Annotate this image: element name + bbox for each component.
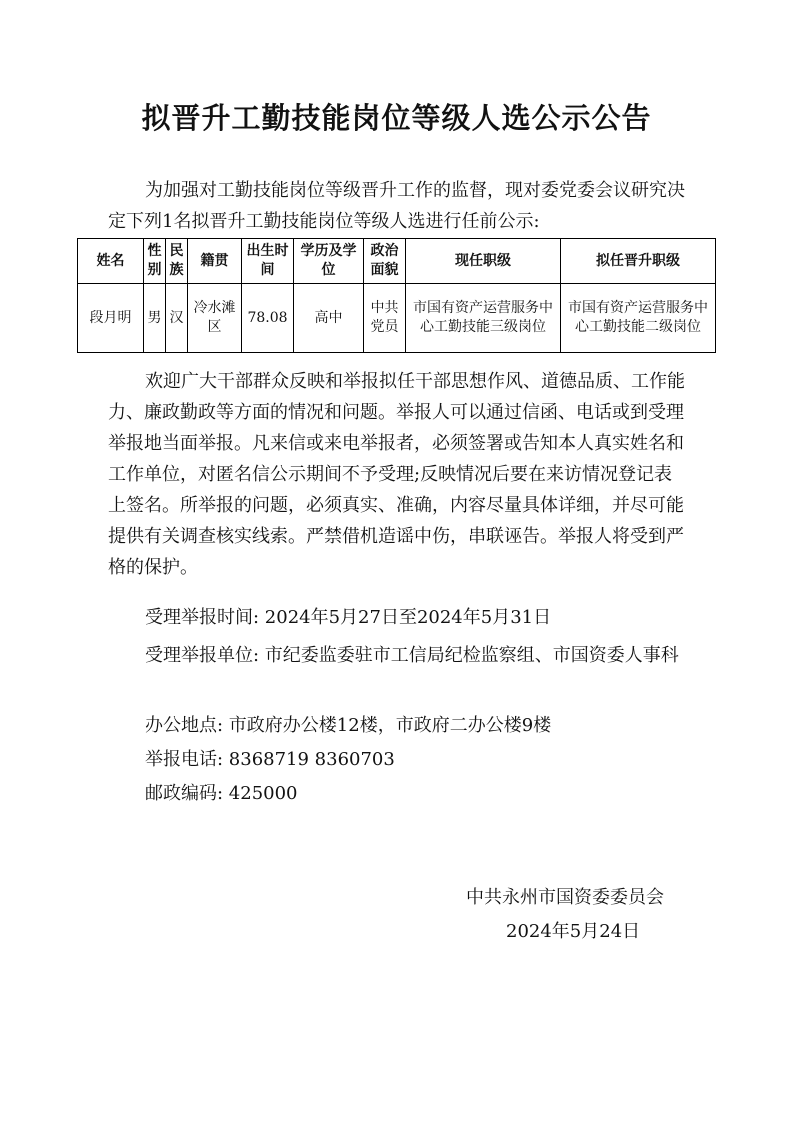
cell-gender: 男	[144, 284, 166, 353]
header-ethnicity: 民族	[166, 239, 188, 284]
office-address: 办公地点: 市政府办公楼12楼，市政府二办公楼9楼	[145, 715, 552, 736]
signature-org: 中共永州市国资委委员会	[466, 887, 664, 908]
table-header-row	[78, 239, 716, 284]
header-education: 学历及学位	[294, 239, 364, 284]
cell-education: 高中	[294, 284, 364, 353]
candidate-table	[77, 238, 716, 353]
intro-paragraph: 为加强对工勤技能岗位等级晋升工作的监督，现对委党委会议研究决定下列1名拟晋升工勤技能岗位等级人选进行任前公示:	[108, 180, 685, 232]
cell-current-rank: 市国有资产运营服务中心工勤技能三级岗位	[406, 284, 561, 353]
cell-proposed-rank: 市国有资产运营服务中心工勤技能二级岗位	[561, 284, 716, 353]
cell-ethnicity: 汉	[166, 284, 188, 353]
header-birth: 出生时间	[242, 239, 294, 284]
header-gender: 性别	[144, 239, 166, 284]
page-title: 拟晋升工勤技能岗位等级人选公示公告	[141, 101, 652, 135]
report-phone: 举报电话: 8368719 8360703	[145, 749, 395, 770]
table-row	[78, 284, 716, 353]
header-name: 姓名	[78, 239, 144, 284]
header-political: 政治面貌	[364, 239, 406, 284]
body-paragraph: 欢迎广大干部群众反映和举报拟任干部思想作风、道德品质、工作能力、廉政勤政等方面的情况和问题。举报人可以通过信函、电话或到受理举报地当面举报。凡来信或来电举报者，必须签署或告知本人真实姓名和工作单位，对匿名信公示期间不予受理;反映情况后要在来访情况登记表上签名。所举报的问题，必须真实、准确，内容尽量具体详细，并尽可能提供有关调查核实线索。严禁借机造谣中伤，串联诬告。举报人将受到严格的保护。	[108, 371, 685, 578]
header-current-rank: 现任职级	[406, 239, 561, 284]
cell-birth: 78.08	[242, 284, 294, 353]
report-unit: 受理举报单位: 市纪委监委驻市工信局纪检监察组、市国资委人事科	[145, 645, 679, 666]
cell-name: 段月明	[78, 284, 144, 353]
signature-date: 2024年5月24日	[506, 921, 641, 942]
postcode: 邮政编码: 425000	[145, 783, 298, 804]
header-hometown: 籍贯	[188, 239, 242, 284]
report-time: 受理举报时间: 2024年5月27日至2024年5月31日	[145, 607, 552, 628]
cell-political: 中共党员	[364, 284, 406, 353]
cell-hometown: 冷水滩区	[188, 284, 242, 353]
header-proposed-rank: 拟任晋升职级	[561, 239, 716, 284]
